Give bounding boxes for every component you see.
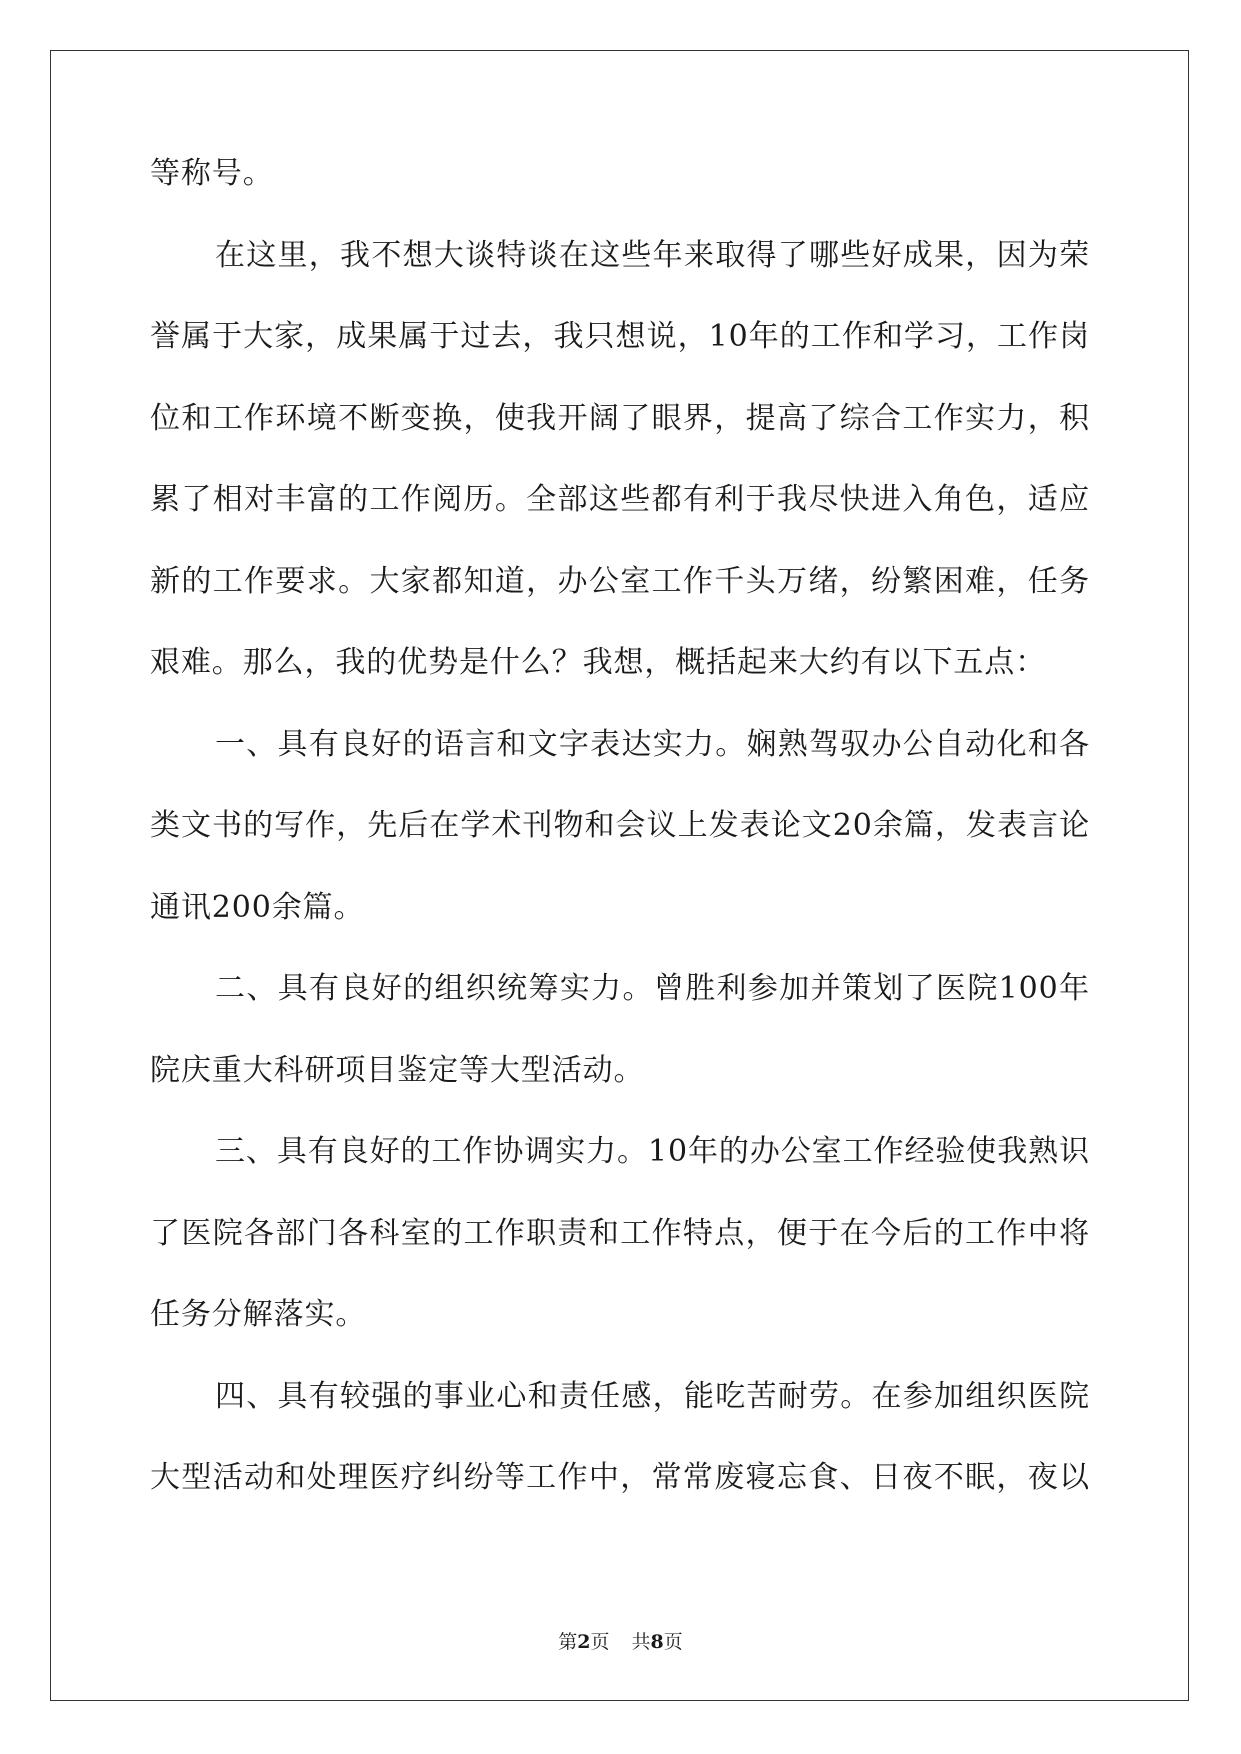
text-line: 在这里，我不想大谈特谈在这些年来取得了哪些好成果，因为荣	[215, 237, 1090, 273]
total-pages: 8	[650, 1631, 664, 1653]
text-line: 院庆重大科研项目鉴定等大型活动。	[150, 1052, 645, 1088]
text-line: 艰难。那么，我的优势是什么？我想，概括起来大约有以下五点：	[150, 645, 1047, 680]
text-line: 二、具有良好的组织统筹实力。曾胜利参加并策划了医院100年	[215, 971, 1090, 1006]
page-suffix: 页	[590, 1631, 610, 1653]
page-prefix: 第	[558, 1631, 578, 1653]
page-footer	[0, 1630, 1241, 1654]
text-line: 一、具有良好的语言和文字表达实力。娴熟驾驭办公自动化和各	[215, 726, 1090, 762]
text-line: 三、具有良好的工作协调实力。10年的办公室工作经验使我熟识	[215, 1134, 1090, 1169]
total-prefix: 共	[631, 1631, 651, 1653]
text-line: 四、具有较强的事业心和责任感，能吃苦耐劳。在参加组织医院	[215, 1378, 1090, 1414]
text-line: 位和工作环境不断变换，使我开阔了眼界，提高了综合工作实力，积	[150, 400, 1090, 436]
text-line: 新的工作要求。大家都知道，办公室工作千头万绪，纷繁困难，任务	[150, 563, 1090, 599]
text-line: 大型活动和处理医疗纠纷等工作中，常常废寝忘食、日夜不眠，夜以	[150, 1460, 1090, 1495]
total-suffix: 页	[663, 1631, 683, 1653]
text-line: 累了相对丰富的工作阅历。全部这些都有利于我尽快进入角色，适应	[150, 482, 1090, 517]
text-line: 类文书的写作，先后在学术刊物和会议上发表论文20余篇，发表言论	[150, 808, 1090, 843]
text-line: 任务分解落实。	[150, 1297, 367, 1332]
text-line: 等称号。	[150, 156, 274, 191]
page-number: 2	[577, 1631, 591, 1653]
document-body	[150, 158, 1090, 1544]
text-line: 了医院各部门各科室的工作职责和工作特点，便于在今后的工作中将	[150, 1215, 1090, 1251]
text-line: 誉属于大家，成果属于过去，我只想说，10年的工作和学习，工作岗	[150, 319, 1090, 354]
text-line: 通讯200余篇。	[150, 889, 365, 925]
